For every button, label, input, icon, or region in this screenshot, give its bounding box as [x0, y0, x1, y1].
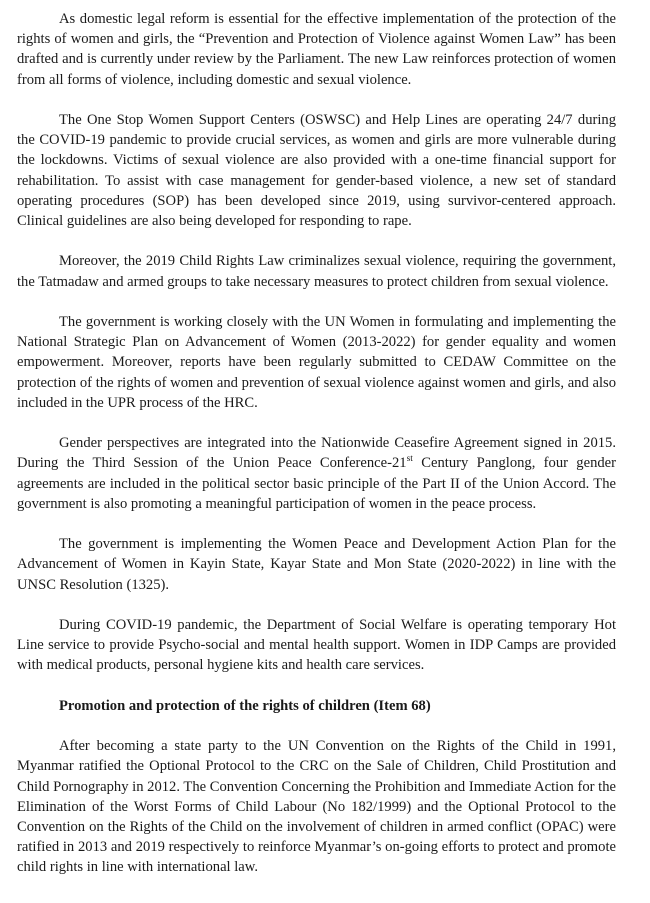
paragraph-child-rights-law: Moreover, the 2019 Child Rights Law criminalizes sexual violence, requiring the government, the Tatmadaw and armed groups to take necessary measures to protect children from sexual violence. [17, 253, 616, 290]
paragraph-social-welfare: During COVID-19 pandemic, the Department of Social Welfare is operating temporary Hot Line service to provide Psycho-social and mental health support. Women in IDP Camps are provided with medical products, personal hygiene kits and health care services. [17, 617, 616, 674]
paragraph-gender-text-after: Century Panglong, four gender agreements are included in the political sector basic principle of the Part II of the Union Accord. The government is also promoting a meaningful participation of women in the peace process. [17, 455, 616, 512]
section-heading: Promotion and protection of the rights of children (Item 68) [59, 697, 431, 714]
paragraph-gender-perspectives [17, 433, 616, 514]
ordinal-superscript: st [406, 453, 413, 464]
document-page [17, 9, 616, 898]
paragraph-oswsc: The One Stop Women Support Centers (OSWSC) and Help Lines are operating 24/7 during the COVID-19 pandemic to provide crucial services, as women and girls are more vulnerable during the lockdowns. Victims of sexual violence are also provided with a one-time financial support for rehabilitation. To assist with case management for gender-based violence, a new set of standard operating procedures (SOP) has been developed since 2019, using survivor-centered approach. Clinical guidelines are also being developed for responding to rape. [17, 112, 616, 230]
paragraph-legal-reform: As domestic legal reform is essential for the effective implementation of the protection of the rights of women and girls, the “Prevention and Protection of Violence against Women Law” has been drafted and is currently under review by the Parliament. The new Law reinforces protection of women from all forms of violence, including domestic and sexual violence. [17, 11, 616, 88]
paragraph-gender-text-before: Gender perspectives are integrated into the Nationwide Ceasefire Agreement signed in 2015. During the Third Session of the Union Peace Conference-21 [17, 435, 616, 472]
paragraph-children: After becoming a state party to the UN Convention on the Rights of the Child in 1991, Myanmar ratified the Optional Protocol to the CRC on the Sale of Children, Child Prostitution and Child Pornography in 2012. The Convention Concerning the Prohibition and Immediate Action for the Elimination of the Worst Forms of Child Labour (No 182/1999) and the Optional Protocol to the Convention on the Rights of the Child on the involvement of children in armed conflict (OPAC) were ratified in 2013 and 2019 respectively to reinforce Myanmar’s on-going efforts to protect and promote child rights in line with international law. [17, 738, 616, 876]
paragraph-wpd-action-plan: The government is implementing the Women Peace and Development Action Plan for the Advancement of Women in Kayin State, Kayar State and Mon State (2020-2022) in line with the UNSC Resolution (1325). [17, 536, 616, 593]
paragraph-un-women: The government is working closely with the UN Women in formulating and implementing the National Strategic Plan on Advancement of Women (2013-2022) for gender equality and women empowerment. Moreover, reports have been regularly submitted to CEDAW Committee on the protection of the rights of women and prevention of sexual violence against women and girls, and also included in the UPR process of the HRC. [17, 314, 616, 411]
